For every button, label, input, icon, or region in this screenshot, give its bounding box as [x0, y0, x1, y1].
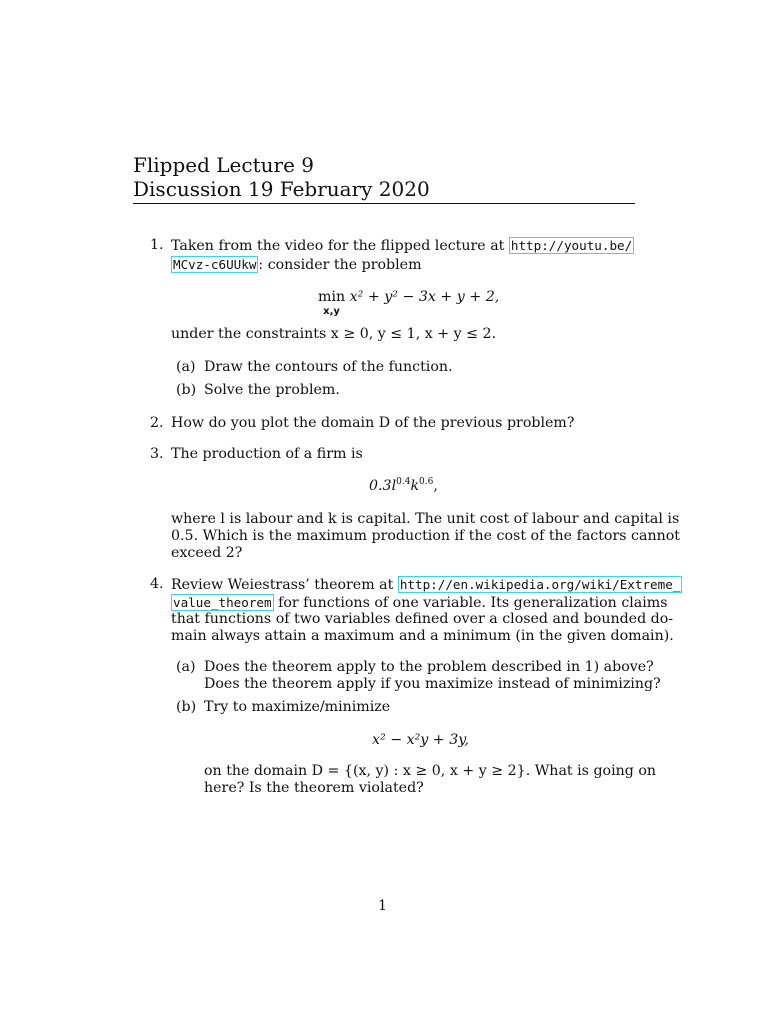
- subitem-label: (b): [176, 382, 197, 398]
- subitem-text: Solve the problem.: [204, 382, 340, 398]
- item-4-after-url: for functions of one variable. Its generalization claims: [278, 595, 668, 611]
- item-1-lead: Taken from the video for the flipped lecture at: [171, 238, 505, 254]
- item-4-body-line: main always attain a maximum and a minimum (in the given domain).: [171, 628, 674, 644]
- item-number: 3.: [150, 446, 164, 462]
- document-title: Flipped Lecture 9: [133, 153, 314, 177]
- youtube-link[interactable]: http://youtu.be/: [510, 238, 633, 253]
- subitem-text: Draw the contours of the function.: [204, 359, 453, 375]
- item-4b-equation: x² − x²y + 3y,: [372, 732, 469, 748]
- item-4-body-line: that functions of two variables defined over a closed and bounded do-: [171, 611, 674, 627]
- item-3-body-line: 0.5. Which is the maximum production if the cost of the factors cannot: [171, 528, 680, 544]
- subitem-label: (a): [176, 359, 196, 375]
- youtube-link-continued[interactable]: MCvz-c6UUkw: [173, 257, 257, 272]
- document-subtitle: Discussion 19 February 2020: [133, 177, 430, 201]
- item-1-equation: [318, 289, 499, 320]
- subitem-label: (a): [176, 659, 196, 675]
- subitem-line: here? Is the theorem violated?: [204, 780, 424, 796]
- header-rule: [133, 203, 635, 204]
- item-3-body-line: where l is labour and k is capital. The unit cost of labour and capital is: [171, 511, 680, 527]
- subitem-line: Does the theorem apply to the problem described in 1) above?: [204, 659, 654, 675]
- item-1-first-line: [171, 237, 634, 255]
- subitem-line: Does the theorem apply if you maximize instead of minimizing?: [204, 676, 661, 692]
- item-4-first-line: [171, 576, 682, 594]
- objective-function: x² + y² − 3x + y + 2,: [349, 289, 500, 305]
- wikipedia-link-continued[interactable]: value_theorem: [173, 595, 272, 610]
- item-3-body-line: exceed 2?: [171, 545, 243, 561]
- subitem-label: (b): [176, 699, 197, 715]
- item-number: 1.: [150, 237, 164, 253]
- item-1-constraints: under the constraints x ≥ 0, y ≤ 1, x + y ≤ 2.: [171, 326, 497, 342]
- item-4-second-line: [171, 594, 668, 612]
- item-3-text: The production of a firm is: [171, 446, 363, 462]
- wikipedia-link[interactable]: http://en.wikipedia.org/wiki/Extreme_: [399, 577, 681, 592]
- item-number: 4.: [150, 576, 164, 592]
- page-number: 1: [378, 898, 388, 914]
- min-operator: min: [318, 289, 346, 305]
- item-number: 2.: [150, 415, 164, 431]
- subitem-text: Try to maximize/minimize: [204, 699, 391, 715]
- item-4-lead: Review Weiestrass’ theorem at: [171, 577, 394, 593]
- min-subscript: x,y: [323, 306, 340, 317]
- item-2-text: How do you plot the domain D of the previous problem?: [171, 415, 575, 431]
- item-1-second-line: [171, 256, 422, 274]
- item-1-after-url: : consider the problem: [258, 257, 422, 273]
- production-function: $0.3l^{0.4}k^{0.6}$,: [369, 477, 438, 494]
- subitem-line: on the domain D = {(x, y) : x ≥ 0, x + y ≥ 2}. What is going on: [204, 763, 657, 779]
